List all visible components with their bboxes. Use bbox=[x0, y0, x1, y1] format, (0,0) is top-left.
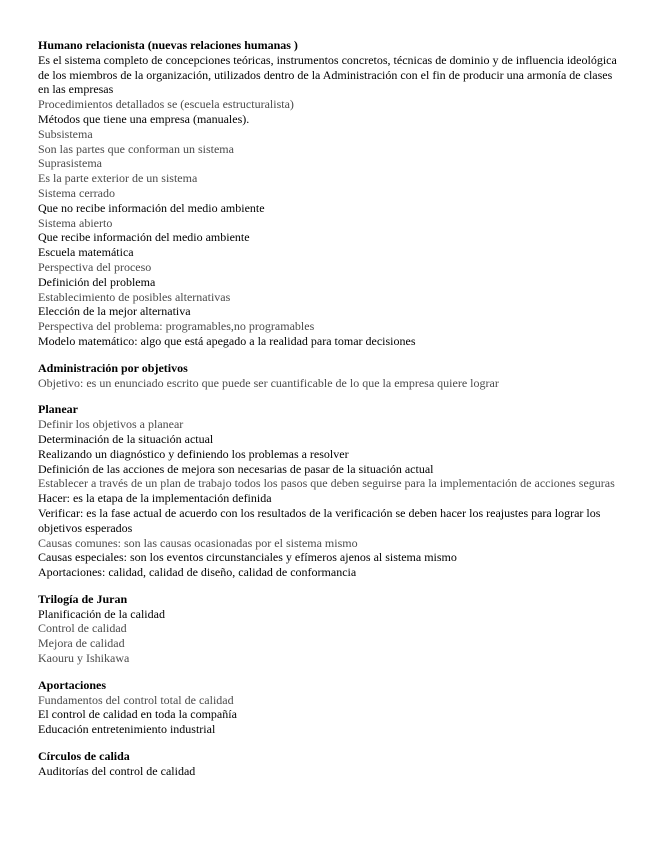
text-line: Modelo matemático: algo que está apegado a la realidad para tomar decisiones bbox=[38, 333, 416, 348]
text-line: Perspectiva del problema: programables,no programables bbox=[38, 319, 315, 334]
text-line: Suprasistema bbox=[38, 156, 102, 171]
text-line: Sistema abierto bbox=[38, 215, 113, 230]
section-4 bbox=[38, 592, 620, 666]
text-line: Determinación de la situación actual bbox=[38, 431, 214, 446]
section-5 bbox=[38, 678, 620, 737]
text-line: Perspectiva del proceso bbox=[38, 259, 152, 274]
section-heading: Círculos de calida bbox=[38, 749, 130, 764]
section-2 bbox=[38, 361, 620, 391]
text-line: Aportaciones: calidad, calidad de diseño, calidad de conformancia bbox=[38, 565, 357, 580]
text-line: Verificar: es la fase actual de acuerdo con los resultados de la verificación se deben hacer los reajustes para lograr los objetivos esperados bbox=[38, 505, 601, 535]
text-line: Realizando un diagnóstico y definiendo los problemas a resolver bbox=[38, 446, 349, 461]
text-line: Que no recibe información del medio ambiente bbox=[38, 200, 265, 215]
section-3 bbox=[38, 402, 620, 580]
text-line: Definir los objetivos a planear bbox=[38, 417, 184, 432]
text-line: Establecimiento de posibles alternativas bbox=[38, 289, 231, 304]
text-line: Es la parte exterior de un sistema bbox=[38, 171, 198, 186]
section-heading: Administración por objetivos bbox=[38, 360, 188, 375]
text-line: Causas especiales: son los eventos circunstanciales y efímeros ajenos al sistema mismo bbox=[38, 550, 457, 565]
section-heading: Humano relacionista (nuevas relaciones humanas ) bbox=[38, 38, 298, 52]
text-line: Definición del problema bbox=[38, 274, 156, 289]
text-line: Causas comunes: son las causas ocasionadas por el sistema mismo bbox=[38, 535, 358, 550]
text-line: Es el sistema completo de concepciones teóricas, instrumentos concretos, técnicas de dominio y de influencia ideológica de los miembros de la organización, utilizados dentro de la Administración con el fin de producir una armonía de clases en las empresas bbox=[38, 52, 617, 97]
section-heading: Trilogía de Juran bbox=[38, 591, 128, 606]
text-line: Objetivo: es un enunciado escrito que puede ser cuantificable de lo que la empresa quiere lograr bbox=[38, 375, 499, 390]
text-line: Planificación de la calidad bbox=[38, 606, 165, 621]
text-line: Auditorías del control de calidad bbox=[38, 763, 196, 778]
text-line: Establecer a través de un plan de trabajo todos los pasos que deben seguirse para la implementación de acciones seguras bbox=[38, 476, 615, 491]
text-line: Elección de la mejor alternativa bbox=[38, 304, 191, 319]
text-line: Definición de las acciones de mejora son necesarias de pasar de la situación actual bbox=[38, 461, 434, 476]
text-line: Métodos que tiene una empresa (manuales). bbox=[38, 111, 250, 126]
text-line: Control de calidad bbox=[38, 621, 127, 636]
text-line: Hacer: es la etapa de la implementación definida bbox=[38, 491, 272, 506]
text-line: Educación entretenimiento industrial bbox=[38, 722, 216, 737]
text-line: Escuela matemática bbox=[38, 245, 134, 260]
document-page bbox=[38, 38, 620, 791]
section-heading: Planear bbox=[38, 402, 78, 417]
text-line: Sistema cerrado bbox=[38, 185, 115, 200]
section-1 bbox=[38, 38, 620, 349]
section-heading: Aportaciones bbox=[38, 677, 106, 692]
text-line: El control de calidad en toda la compañía bbox=[38, 707, 237, 722]
text-line: Procedimientos detallados se (escuela estructuralista) bbox=[38, 97, 294, 112]
text-line: Son las partes que conforman un sistema bbox=[38, 141, 234, 156]
text-line: Kaouru y Ishikawa bbox=[38, 651, 130, 666]
text-line: Subsistema bbox=[38, 126, 93, 141]
section-6 bbox=[38, 749, 620, 779]
text-line: Que recibe información del medio ambiente bbox=[38, 230, 250, 245]
text-line: Fundamentos del control total de calidad bbox=[38, 692, 234, 707]
text-line: Mejora de calidad bbox=[38, 636, 125, 651]
